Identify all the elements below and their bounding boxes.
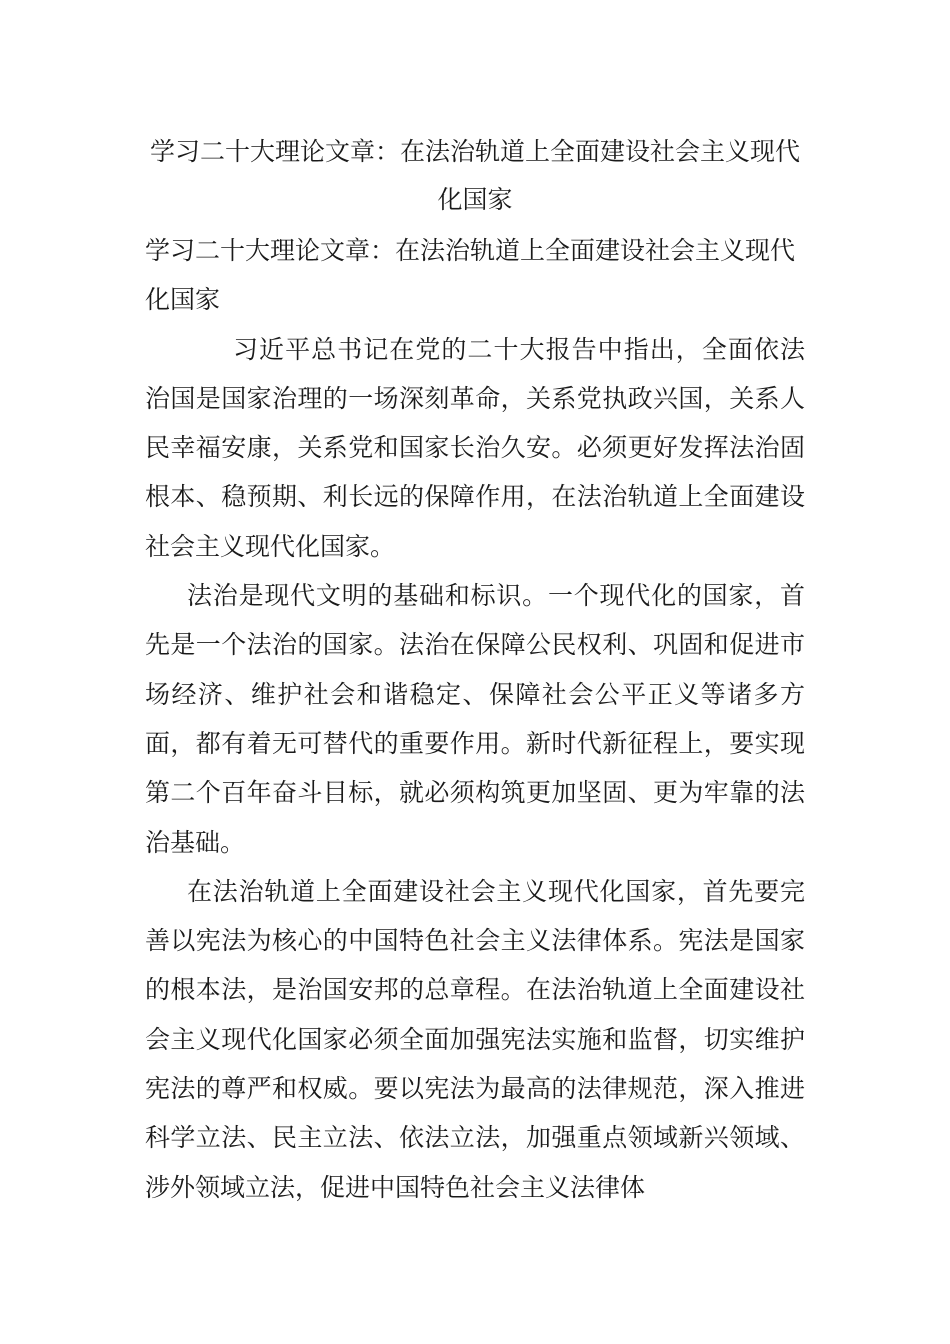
document-title: 学习二十大理论文章：在法治轨道上全面建设社会主义现代化国家 bbox=[149, 137, 800, 214]
document-subtitle: 学习二十大理论文章：在法治轨道上全面建设社会主义现代化国家 bbox=[145, 236, 796, 315]
paragraph-2: 法治是现代文明的基础和标识。一个现代化的国家，首先是一个法治的国家。法治在保障公民权利、巩固和促进市场经济、维护社会和谐稳定、保障社会公平正义等诸多方面，都有着无可替代的重要作用。新时代新征程上，要实现第二个百年奋斗目标，就必须构筑更加坚固、更为牢靠的法治基础。 bbox=[145, 581, 805, 857]
paragraph-3: 在法治轨道上全面建设社会主义现代化国家，首先要完善以宪法为核心的中国特色社会主义法律体系。宪法是国家的根本法，是治国安邦的总章程。在法治轨道上全面建设社会主义现代化国家必须全面加强宪法实施和监督，切实维护宪法的尊严和权威。要以宪法为最高的法律规范，深入推进科学立法、民主立法、依法立法，加强重点领域新兴领域、涉外领域立法，促进中国特色社会主义法律体 bbox=[145, 876, 805, 1202]
paragraph-1: 习近平总书记在党的二十大报告中指出，全面依法治国是国家治理的一场深刻革命，关系党执政兴国，关系人民幸福安康，关系党和国家长治久安。必须更好发挥法治固根本、稳预期、利长远的保障作用，在法治轨道上全面建设社会主义现代化国家。 bbox=[145, 334, 805, 561]
document-body bbox=[145, 226, 805, 1212]
